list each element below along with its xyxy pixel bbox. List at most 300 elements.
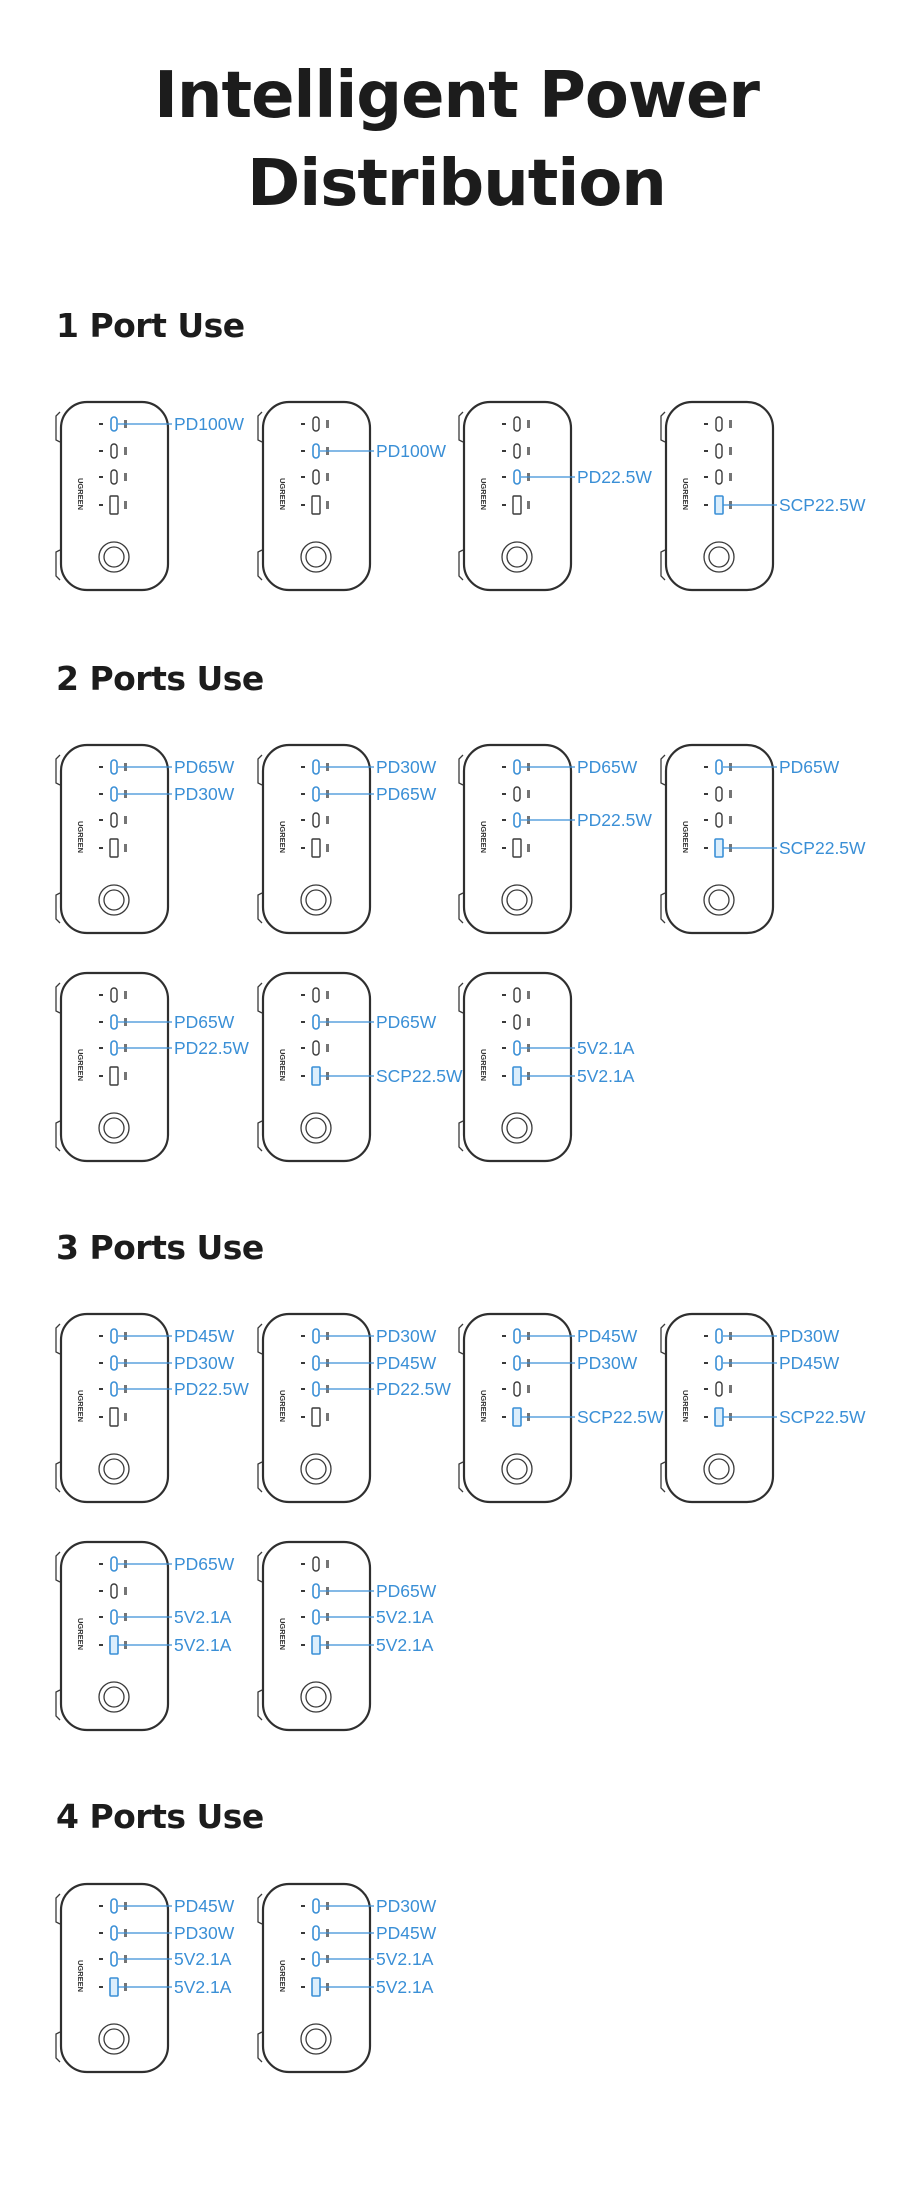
port-text-mark bbox=[729, 816, 732, 824]
port-text-mark bbox=[729, 420, 732, 428]
port-mark bbox=[301, 1362, 305, 1364]
port-mark bbox=[99, 1616, 103, 1618]
port-text-mark bbox=[527, 1385, 530, 1393]
port-mark bbox=[99, 1563, 103, 1565]
port-text-mark bbox=[326, 1413, 329, 1421]
usb-c-port-2 bbox=[111, 1356, 117, 1370]
usb-c-port-2 bbox=[514, 787, 520, 801]
port-1-output-label: PD100W bbox=[174, 414, 245, 434]
port-mark bbox=[704, 504, 708, 506]
port-4-output-label: 5V2.1A bbox=[376, 1977, 434, 1997]
port-mark bbox=[502, 766, 506, 768]
plug-prong-top bbox=[56, 1552, 60, 1582]
usb-c-port-2 bbox=[716, 1356, 722, 1370]
usb-c-port-2 bbox=[313, 1356, 319, 1370]
port-4-output-label: SCP22.5W bbox=[779, 495, 866, 515]
port-mark bbox=[502, 793, 506, 795]
port-mark bbox=[99, 1416, 103, 1418]
port-text-mark bbox=[527, 501, 530, 509]
port-mark bbox=[301, 766, 305, 768]
usb-a-port bbox=[715, 839, 723, 857]
brand-text: UGREEN bbox=[479, 1049, 488, 1082]
usb-c-port-2 bbox=[111, 1926, 117, 1940]
plug-prong-top bbox=[661, 1324, 665, 1354]
usb-c-port-1 bbox=[111, 988, 117, 1002]
usb-c-port-3 bbox=[111, 1610, 117, 1624]
port-mark bbox=[502, 1047, 506, 1049]
plug-prong-bottom bbox=[56, 550, 60, 580]
plug-prong-top bbox=[56, 755, 60, 785]
port-text-mark bbox=[326, 816, 329, 824]
brand-text: UGREEN bbox=[76, 1049, 85, 1082]
port-text-mark bbox=[124, 473, 127, 481]
usb-c-port-3 bbox=[313, 813, 319, 827]
port-mark bbox=[301, 847, 305, 849]
port-text-mark bbox=[124, 501, 127, 509]
usb-c-port-1 bbox=[313, 760, 319, 774]
brand-text: UGREEN bbox=[278, 821, 287, 854]
port-mark bbox=[502, 1388, 506, 1390]
port-mark bbox=[301, 476, 305, 478]
port-mark bbox=[99, 1644, 103, 1646]
port-mark bbox=[99, 1021, 103, 1023]
port-mark bbox=[301, 1905, 305, 1907]
port-4-output-label: 5V2.1A bbox=[174, 1977, 232, 1997]
usb-a-port bbox=[312, 1636, 320, 1654]
charger-diagram bbox=[258, 1882, 437, 2078]
port-mark bbox=[99, 450, 103, 452]
usb-c-port-2 bbox=[313, 787, 319, 801]
plug-prong-top bbox=[258, 983, 262, 1013]
port-mark bbox=[99, 504, 103, 506]
port-2-output-label: PD45W bbox=[779, 1353, 840, 1373]
plug-prong-top bbox=[56, 983, 60, 1013]
port-mark bbox=[99, 1362, 103, 1364]
port-mark bbox=[99, 1047, 103, 1049]
port-text-mark bbox=[527, 844, 530, 852]
port-mark bbox=[301, 450, 305, 452]
plug-prong-top bbox=[661, 755, 665, 785]
port-text-mark bbox=[527, 447, 530, 455]
port-mark bbox=[301, 1932, 305, 1934]
port-3-output-label: 5V2.1A bbox=[376, 1607, 434, 1627]
usb-c-port-3 bbox=[313, 1382, 319, 1396]
usb-c-port-3 bbox=[111, 813, 117, 827]
usb-c-port-2 bbox=[716, 444, 722, 458]
port-mark bbox=[99, 1335, 103, 1337]
usb-c-port-3 bbox=[313, 470, 319, 484]
usb-c-port-1 bbox=[313, 1899, 319, 1913]
usb-c-port-3 bbox=[313, 1952, 319, 1966]
port-mark bbox=[99, 1932, 103, 1934]
brand-text: UGREEN bbox=[681, 478, 690, 511]
port-2-output-label: PD65W bbox=[376, 784, 437, 804]
title-line-1: Intelligent Power bbox=[154, 59, 759, 133]
plug-prong-bottom bbox=[459, 550, 463, 580]
usb-a-port bbox=[715, 1408, 723, 1426]
usb-c-port-3 bbox=[313, 1610, 319, 1624]
plug-prong-bottom bbox=[56, 1121, 60, 1151]
port-mark bbox=[704, 423, 708, 425]
charger-diagram bbox=[459, 743, 652, 939]
port-3-output-label: PD22.5W bbox=[577, 810, 652, 830]
brand-text: UGREEN bbox=[76, 1618, 85, 1651]
usb-c-port-1 bbox=[111, 417, 117, 431]
port-mark bbox=[704, 819, 708, 821]
port-3-output-label: 5V2.1A bbox=[376, 1949, 434, 1969]
port-4-output-label: SCP22.5W bbox=[376, 1066, 463, 1086]
port-mark bbox=[704, 450, 708, 452]
port-4-output-label: 5V2.1A bbox=[174, 1635, 232, 1655]
port-text-mark bbox=[326, 501, 329, 509]
plug-prong-top bbox=[459, 755, 463, 785]
charger-diagram bbox=[56, 743, 235, 939]
port-3-output-label: PD22.5W bbox=[577, 467, 652, 487]
port-2-output-label: PD65W bbox=[174, 1012, 235, 1032]
brand-text: UGREEN bbox=[76, 821, 85, 854]
usb-c-port-2 bbox=[313, 1926, 319, 1940]
port-mark bbox=[704, 1388, 708, 1390]
port-1-output-label: PD65W bbox=[174, 757, 235, 777]
charger-diagram bbox=[258, 743, 437, 939]
port-4-output-label: 5V2.1A bbox=[376, 1635, 434, 1655]
port-text-mark bbox=[326, 473, 329, 481]
port-4-output-label: 5V2.1A bbox=[577, 1066, 635, 1086]
usb-c-port-3 bbox=[514, 813, 520, 827]
brand-text: UGREEN bbox=[278, 1390, 287, 1423]
charger-diagram bbox=[459, 400, 652, 596]
port-mark bbox=[301, 1644, 305, 1646]
brand-text: UGREEN bbox=[278, 1049, 287, 1082]
port-text-mark bbox=[124, 816, 127, 824]
port-2-output-label: PD65W bbox=[376, 1581, 437, 1601]
page-title bbox=[0, 52, 913, 228]
section-title-4-ports: 4 Ports Use bbox=[56, 1797, 264, 1836]
plug-prong-top bbox=[661, 412, 665, 442]
plug-prong-bottom bbox=[459, 1121, 463, 1151]
plug-prong-bottom bbox=[56, 1462, 60, 1492]
port-1-output-label: PD30W bbox=[376, 1326, 437, 1346]
port-3-output-label: PD22.5W bbox=[376, 1379, 451, 1399]
port-mark bbox=[99, 819, 103, 821]
brand-text: UGREEN bbox=[479, 821, 488, 854]
plug-prong-bottom bbox=[258, 550, 262, 580]
section-title-3-ports: 3 Ports Use bbox=[56, 1228, 264, 1267]
usb-c-port-2 bbox=[313, 1584, 319, 1598]
port-mark bbox=[502, 504, 506, 506]
port-mark bbox=[99, 476, 103, 478]
port-mark bbox=[99, 1590, 103, 1592]
charger-diagram bbox=[56, 1540, 235, 1736]
usb-a-port bbox=[110, 496, 118, 514]
port-2-output-label: PD30W bbox=[577, 1353, 638, 1373]
port-text-mark bbox=[729, 473, 732, 481]
port-text-mark bbox=[729, 790, 732, 798]
plug-prong-top bbox=[56, 1324, 60, 1354]
port-mark bbox=[502, 1075, 506, 1077]
usb-a-port bbox=[715, 496, 723, 514]
usb-a-port bbox=[513, 1067, 521, 1085]
charger-diagram bbox=[258, 971, 463, 1167]
port-text-mark bbox=[326, 991, 329, 999]
brand-text: UGREEN bbox=[278, 1618, 287, 1651]
plug-prong-bottom bbox=[661, 1462, 665, 1492]
usb-c-port-2 bbox=[514, 1356, 520, 1370]
port-1-output-label: PD65W bbox=[174, 1554, 235, 1574]
usb-c-port-3 bbox=[111, 1041, 117, 1055]
port-mark bbox=[704, 766, 708, 768]
port-text-mark bbox=[729, 447, 732, 455]
port-text-mark bbox=[124, 844, 127, 852]
usb-a-port bbox=[513, 1408, 521, 1426]
port-mark bbox=[502, 819, 506, 821]
usb-c-port-2 bbox=[514, 1015, 520, 1029]
charger-diagram bbox=[56, 971, 249, 1167]
usb-a-port bbox=[312, 1067, 320, 1085]
plug-prong-top bbox=[258, 1324, 262, 1354]
plug-prong-top bbox=[56, 1894, 60, 1924]
port-mark bbox=[502, 1021, 506, 1023]
plug-prong-top bbox=[459, 983, 463, 1013]
brand-text: UGREEN bbox=[479, 1390, 488, 1423]
port-mark bbox=[301, 1021, 305, 1023]
brand-text: UGREEN bbox=[681, 1390, 690, 1423]
charger-diagram bbox=[258, 400, 447, 596]
port-mark bbox=[502, 1362, 506, 1364]
port-2-output-label: PD65W bbox=[376, 1012, 437, 1032]
port-2-output-label: PD45W bbox=[376, 1923, 437, 1943]
section-title-2-ports: 2 Ports Use bbox=[56, 659, 264, 698]
brand-text: UGREEN bbox=[76, 1390, 85, 1423]
plug-prong-top bbox=[258, 755, 262, 785]
plug-prong-bottom bbox=[661, 550, 665, 580]
usb-c-port-1 bbox=[514, 1329, 520, 1343]
brand-text: UGREEN bbox=[681, 821, 690, 854]
port-mark bbox=[99, 1388, 103, 1390]
port-text-mark bbox=[124, 447, 127, 455]
port-mark bbox=[301, 1047, 305, 1049]
plug-prong-bottom bbox=[661, 893, 665, 923]
port-1-output-label: PD45W bbox=[174, 1896, 235, 1916]
port-mark bbox=[502, 994, 506, 996]
usb-a-port bbox=[513, 839, 521, 857]
port-mark bbox=[502, 847, 506, 849]
port-mark bbox=[301, 793, 305, 795]
plug-prong-bottom bbox=[258, 893, 262, 923]
usb-a-port bbox=[312, 496, 320, 514]
usb-c-port-1 bbox=[716, 417, 722, 431]
port-mark bbox=[301, 1958, 305, 1960]
port-4-output-label: SCP22.5W bbox=[779, 838, 866, 858]
port-mark bbox=[99, 1905, 103, 1907]
usb-a-port bbox=[312, 1408, 320, 1426]
charger-diagram bbox=[258, 1312, 451, 1508]
port-3-output-label: PD22.5W bbox=[174, 1038, 249, 1058]
charger-diagram bbox=[258, 1540, 437, 1736]
charger-diagram bbox=[459, 971, 635, 1167]
usb-c-port-1 bbox=[514, 417, 520, 431]
charger-diagram bbox=[56, 1312, 249, 1508]
charger-diagram bbox=[56, 1882, 235, 2078]
port-text-mark bbox=[124, 1413, 127, 1421]
plug-prong-bottom bbox=[258, 1462, 262, 1492]
port-text-mark bbox=[124, 1072, 127, 1080]
port-1-output-label: PD45W bbox=[174, 1326, 235, 1346]
usb-c-port-1 bbox=[313, 1329, 319, 1343]
plug-prong-top bbox=[258, 1552, 262, 1582]
port-mark bbox=[301, 1616, 305, 1618]
port-2-output-label: PD45W bbox=[376, 1353, 437, 1373]
plug-prong-top bbox=[56, 412, 60, 442]
usb-c-port-3 bbox=[111, 470, 117, 484]
plug-prong-top bbox=[459, 412, 463, 442]
usb-c-port-2 bbox=[111, 787, 117, 801]
port-text-mark bbox=[326, 420, 329, 428]
port-2-output-label: PD30W bbox=[174, 1353, 235, 1373]
usb-c-port-3 bbox=[111, 1382, 117, 1396]
port-text-mark bbox=[527, 420, 530, 428]
brand-text: UGREEN bbox=[76, 478, 85, 511]
charger-diagram bbox=[661, 743, 866, 939]
port-mark bbox=[99, 766, 103, 768]
port-text-mark bbox=[527, 1018, 530, 1026]
usb-c-port-1 bbox=[111, 1557, 117, 1571]
brand-text: UGREEN bbox=[479, 478, 488, 511]
port-3-output-label: PD22.5W bbox=[174, 1379, 249, 1399]
usb-c-port-2 bbox=[514, 444, 520, 458]
usb-c-port-1 bbox=[716, 760, 722, 774]
charger-diagram bbox=[661, 400, 866, 596]
port-1-output-label: PD30W bbox=[376, 1896, 437, 1916]
port-text-mark bbox=[124, 1587, 127, 1595]
port-mark bbox=[99, 994, 103, 996]
port-mark bbox=[502, 1335, 506, 1337]
port-1-output-label: PD30W bbox=[779, 1326, 840, 1346]
port-mark bbox=[301, 1986, 305, 1988]
usb-c-port-2 bbox=[313, 1015, 319, 1029]
port-mark bbox=[99, 847, 103, 849]
usb-c-port-1 bbox=[111, 760, 117, 774]
usb-c-port-3 bbox=[716, 813, 722, 827]
usb-a-port bbox=[110, 1636, 118, 1654]
usb-a-port bbox=[513, 496, 521, 514]
usb-c-port-1 bbox=[514, 760, 520, 774]
port-text-mark bbox=[326, 844, 329, 852]
port-2-output-label: PD30W bbox=[174, 1923, 235, 1943]
usb-c-port-1 bbox=[111, 1899, 117, 1913]
port-mark bbox=[99, 793, 103, 795]
port-mark bbox=[301, 1416, 305, 1418]
port-mark bbox=[704, 1416, 708, 1418]
usb-c-port-1 bbox=[111, 1329, 117, 1343]
usb-c-port-2 bbox=[111, 1015, 117, 1029]
plug-prong-bottom bbox=[258, 1690, 262, 1720]
plug-prong-bottom bbox=[258, 2032, 262, 2062]
port-4-output-label: SCP22.5W bbox=[577, 1407, 664, 1427]
port-mark bbox=[704, 476, 708, 478]
port-mark bbox=[301, 819, 305, 821]
port-1-output-label: PD45W bbox=[577, 1326, 638, 1346]
usb-c-port-1 bbox=[313, 1557, 319, 1571]
plug-prong-bottom bbox=[56, 2032, 60, 2062]
usb-c-port-3 bbox=[514, 1382, 520, 1396]
usb-c-port-3 bbox=[514, 470, 520, 484]
usb-c-port-1 bbox=[313, 417, 319, 431]
usb-c-port-2 bbox=[716, 787, 722, 801]
port-mark bbox=[99, 1075, 103, 1077]
port-text-mark bbox=[326, 1560, 329, 1568]
port-mark bbox=[502, 1416, 506, 1418]
port-text-mark bbox=[527, 991, 530, 999]
port-1-output-label: PD65W bbox=[779, 757, 840, 777]
usb-c-port-3 bbox=[514, 1041, 520, 1055]
section-title-1-port: 1 Port Use bbox=[56, 306, 245, 345]
port-mark bbox=[99, 1986, 103, 1988]
usb-c-port-1 bbox=[716, 1329, 722, 1343]
port-mark bbox=[99, 423, 103, 425]
usb-a-port bbox=[110, 1067, 118, 1085]
plug-prong-bottom bbox=[56, 1690, 60, 1720]
port-mark bbox=[301, 423, 305, 425]
port-text-mark bbox=[124, 991, 127, 999]
port-mark bbox=[502, 423, 506, 425]
usb-c-port-2 bbox=[313, 444, 319, 458]
plug-prong-bottom bbox=[459, 1462, 463, 1492]
port-mark bbox=[704, 1362, 708, 1364]
port-mark bbox=[704, 793, 708, 795]
usb-c-port-1 bbox=[514, 988, 520, 1002]
usb-c-port-3 bbox=[716, 470, 722, 484]
plug-prong-top bbox=[258, 412, 262, 442]
port-mark bbox=[301, 1563, 305, 1565]
title-line-2: Distribution bbox=[247, 147, 666, 221]
port-text-mark bbox=[326, 1044, 329, 1052]
port-1-output-label: PD65W bbox=[577, 757, 638, 777]
port-mark bbox=[301, 1075, 305, 1077]
port-mark bbox=[301, 1335, 305, 1337]
port-mark bbox=[502, 450, 506, 452]
plug-prong-top bbox=[258, 1894, 262, 1924]
port-3-output-label: 5V2.1A bbox=[174, 1607, 232, 1627]
port-mark bbox=[99, 1958, 103, 1960]
plug-prong-bottom bbox=[56, 893, 60, 923]
charger-diagram bbox=[459, 1312, 664, 1508]
port-mark bbox=[301, 1388, 305, 1390]
brand-text: UGREEN bbox=[278, 478, 287, 511]
port-4-output-label: SCP22.5W bbox=[779, 1407, 866, 1427]
port-mark bbox=[704, 847, 708, 849]
usb-c-port-3 bbox=[111, 1952, 117, 1966]
port-1-output-label: PD30W bbox=[376, 757, 437, 777]
usb-c-port-3 bbox=[716, 1382, 722, 1396]
port-mark bbox=[301, 504, 305, 506]
port-mark bbox=[502, 476, 506, 478]
usb-a-port bbox=[110, 1978, 118, 1996]
usb-a-port bbox=[110, 839, 118, 857]
port-2-output-label: PD30W bbox=[174, 784, 235, 804]
usb-c-port-2 bbox=[111, 444, 117, 458]
brand-text: UGREEN bbox=[76, 1960, 85, 1993]
usb-a-port bbox=[110, 1408, 118, 1426]
port-text-mark bbox=[729, 1385, 732, 1393]
plug-prong-bottom bbox=[459, 893, 463, 923]
port-text-mark bbox=[527, 790, 530, 798]
usb-c-port-1 bbox=[313, 988, 319, 1002]
port-mark bbox=[301, 994, 305, 996]
plug-prong-bottom bbox=[258, 1121, 262, 1151]
brand-text: UGREEN bbox=[278, 1960, 287, 1993]
port-3-output-label: 5V2.1A bbox=[577, 1038, 635, 1058]
